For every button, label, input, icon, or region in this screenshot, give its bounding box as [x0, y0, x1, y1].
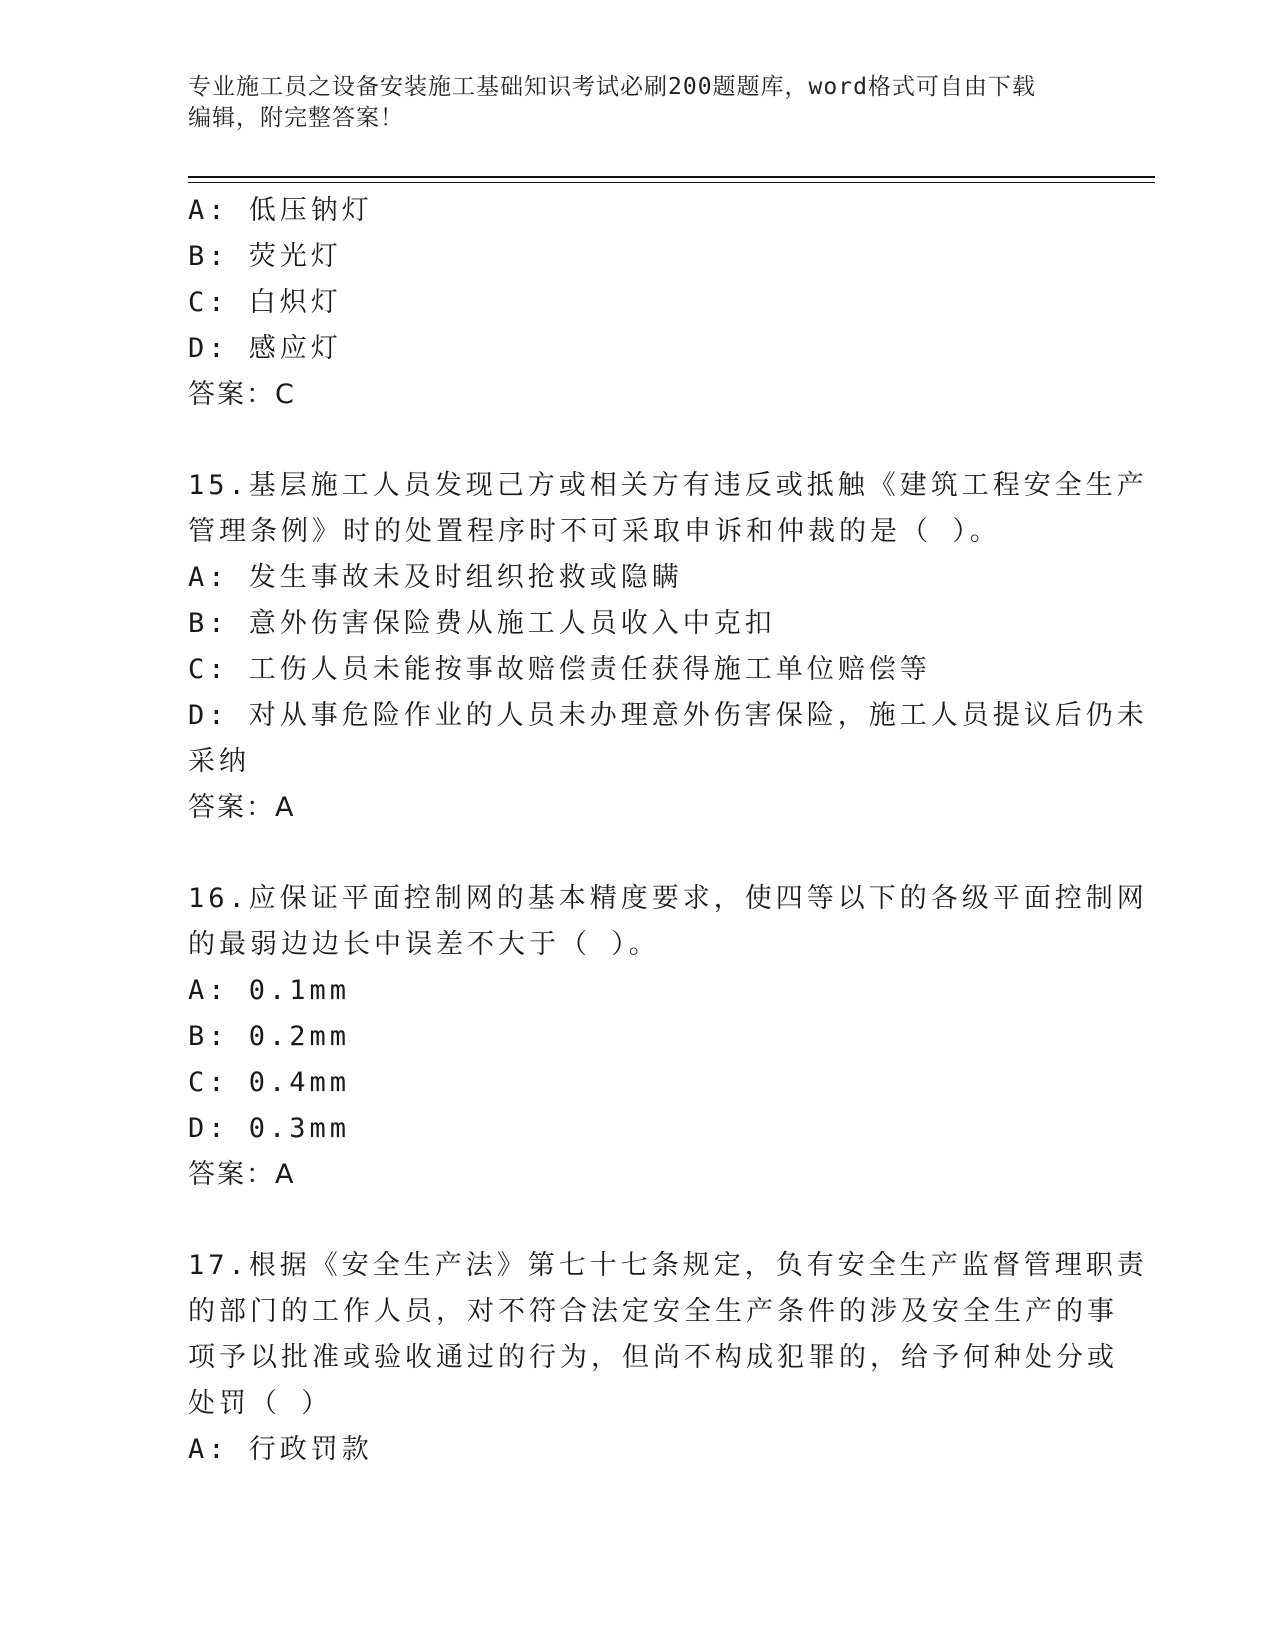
q17-question-line-4: 处罚（ ）: [188, 1388, 333, 1419]
q16-question-line-2: 的最弱边边长中误差不大于（ ）。: [188, 929, 660, 960]
header-divider-thick: [188, 176, 1155, 178]
question-17-block: [188, 1243, 1148, 1473]
q17-question-line-1: 17.根据《安全生产法》第七十七条规定，负有安全生产监督管理职责: [188, 1250, 1148, 1281]
q15-answer: 答案：A: [188, 792, 296, 823]
q15-question-line-1: 15.基层施工人员发现己方或相关方有违反或抵触《建筑工程安全生产: [188, 470, 1148, 501]
q15-option-c: C: 工伤人员未能按事故赔偿责任获得施工单位赔偿等: [188, 654, 931, 685]
q14-option-b: B: 荧光灯: [188, 241, 342, 272]
q16-answer: 答案：A: [188, 1159, 296, 1190]
header-divider-thin: [188, 182, 1155, 183]
q17-option-a: A: 行政罚款: [188, 1434, 373, 1465]
question-14-block: [188, 188, 1088, 418]
q15-option-a: A: 发生事故未及时组织抢救或隐瞒: [188, 562, 683, 593]
q15-option-b: B: 意外伤害保险费从施工人员收入中克扣: [188, 608, 776, 639]
q16-option-c: C: 0.4mm: [188, 1067, 351, 1098]
q16-option-b: B: 0.2mm: [188, 1021, 351, 1052]
q14-answer: 答案：C: [188, 379, 296, 410]
document-header: [188, 72, 1088, 134]
question-list: [188, 188, 1148, 1473]
spacer: [188, 831, 1088, 876]
q14-option-c: C: 白炽灯: [188, 287, 342, 318]
header-line-2: 编辑，附完整答案！: [188, 105, 404, 131]
q15-option-d-line-1: D: 对从事危险作业的人员未办理意外伤害保险，施工人员提议后仍未: [188, 700, 1148, 731]
header-line-1: 专业施工员之设备安装施工基础知识考试必刷200题题库，word格式可自由下载: [188, 74, 1036, 100]
q16-option-a: A: 0.1mm: [188, 975, 351, 1006]
spacer: [188, 418, 1088, 463]
q16-option-d: D: 0.3mm: [188, 1113, 351, 1144]
q16-question-line-1: 16.应保证平面控制网的基本精度要求，使四等以下的各级平面控制网: [188, 883, 1148, 914]
q17-question-line-3: 项予以批准或验收通过的行为，但尚不构成犯罪的，给予何种处分或: [188, 1342, 1118, 1373]
question-15-block: [188, 463, 1148, 831]
question-16-block: [188, 876, 1148, 1198]
spacer: [188, 1198, 1088, 1243]
q14-option-a: A: 低压钠灯: [188, 195, 373, 226]
q17-question-line-2: 的部门的工作人员，对不符合法定安全生产条件的涉及安全生产的事: [188, 1296, 1118, 1327]
q14-option-d: D: 感应灯: [188, 333, 342, 364]
q15-question-line-2: 管理条例》时的处置程序时不可采取申诉和仲裁的是（ ）。: [188, 516, 1001, 547]
q15-option-d-line-2: 采纳: [188, 746, 250, 777]
